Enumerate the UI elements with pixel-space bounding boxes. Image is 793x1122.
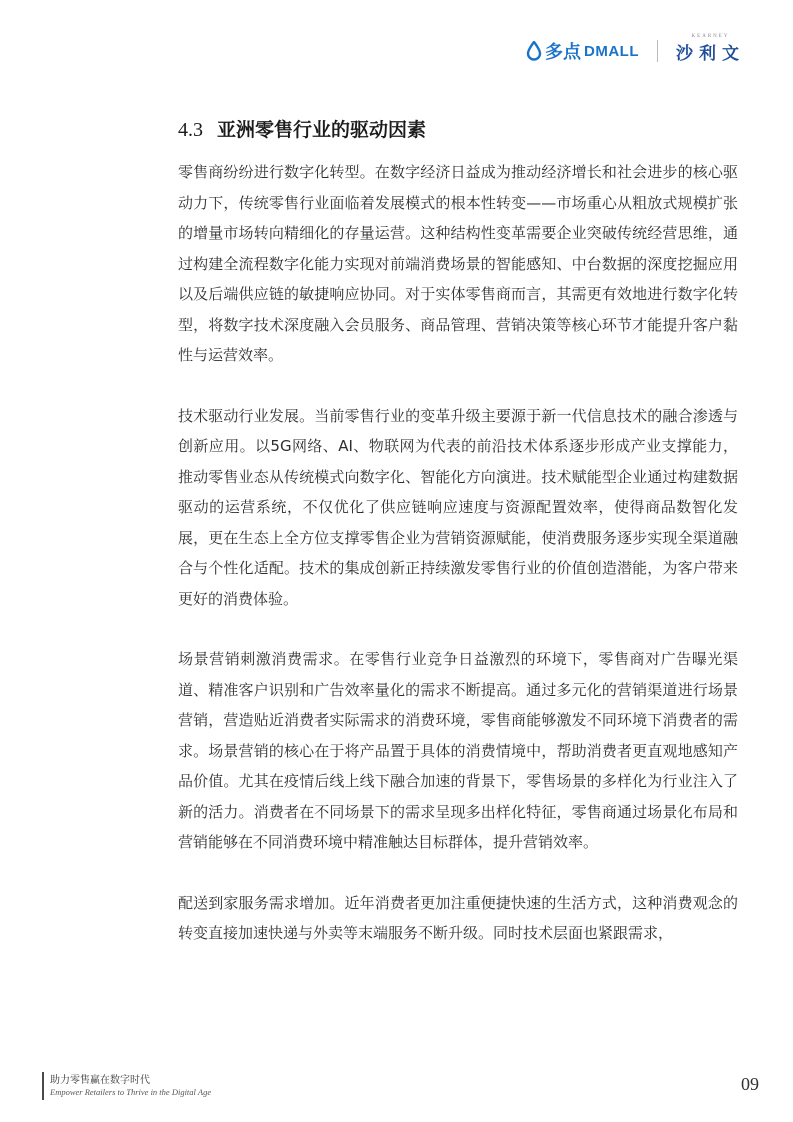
paragraph-technology-driven: 技术驱动行业发展。当前零售行业的变革升级主要源于新一代信息技术的融合渗透与创新应用。以5G网络、AI、物联网为代表的前沿技术体系逐步形成产业支撑能力，推动零售业态从传统模式向数字化、智能化方向演进。技术赋能型企业通过构建数据驱动的运营系统，不仅优化了供应链响应速度与资源配置效率，使得商品数智化发展，更在生态上全方位支撑零售企业为营销资源赋能，使消费服务逐步实现全渠道融合与个性化适配。技术的集成创新正持续激发零售行业的价值创造潜能，为客户带来更好的消费体验。	[178, 406, 738, 608]
dmall-logo-cn: 多点	[545, 42, 581, 62]
footer-accent-bar	[42, 1072, 44, 1100]
footer-slogan-en: Empower Retailers to Thrive in the Digital Age	[50, 1087, 212, 1097]
paragraph-scene-marketing: 场景营销刺激消费需求。在零售行业竞争日益激烈的环境下，零售商对广告曝光渠道、精准客户识别和广告效率量化的需求不断提高。通过多元化的营销渠道进行场景营销，营造贴近消费者实际需求的消费环境，零售商能够激发不同环境下消费者的需求。场景营销的核心在于将产品置于具体的消费情境中，帮助消费者更直观地感知产品价值。尤其在疫情后线上线下融合加速的背景下，零售场景的多样化为行业注入了新的活力。消费者在不同场景下的需求呈现多出样化特征，零售商通过场景化布局和营销能够在不同消费环境中精准触达目标群体，提升营销效率。	[178, 650, 738, 851]
kearney-logo-en: KEARNEY	[691, 33, 730, 39]
page-number: 09	[741, 1074, 759, 1094]
logo-divider	[657, 40, 658, 62]
paragraph-digital-transformation: 零售商纷纷进行数字化转型。在数字经济日益成为推动经济增长和社会进步的核心驱动力下，传统零售行业面临着发展模式的根本性转变——市场重心从粗放式规模扩张的增量市场转向精细化的存量运营。这种结构性变革需要企业突破传统经营思维，通过构建全流程数字化能力实现对前端消费场景的智能感知、中台数据的深度挖掘应用以及后端供应链的敏捷响应协同。对于实体零售商而言，其需更有效地进行数字化转型，将数字技术深度融入会员服务、商品管理、营销决策等核心环节才能提升客户黏性与运营效率。	[178, 163, 738, 364]
page-header	[526, 33, 745, 66]
kearney-logo-cn: 沙利文	[676, 43, 745, 64]
page-footer	[0, 1068, 793, 1104]
section-number: 4.3	[178, 119, 203, 141]
paragraph-home-delivery: 配送到家服务需求增加。近年消费者更加注重便捷快速的生活方式，这种消费观念的转变直接加速快递与外卖等末端服务不断升级。同时技术层面也紧跟需求，	[178, 893, 738, 942]
kearney-logo	[676, 33, 745, 64]
section-title	[178, 115, 426, 142]
dmall-logo-en: DMALL	[584, 42, 639, 60]
section-title-text: 亚洲零售行业的驱动因素	[217, 119, 427, 141]
footer-slogan-cn: 助力零售赢在数字时代	[50, 1075, 150, 1086]
dmall-logo	[526, 38, 639, 64]
body-content	[178, 157, 738, 979]
water-drop-icon	[526, 41, 542, 61]
